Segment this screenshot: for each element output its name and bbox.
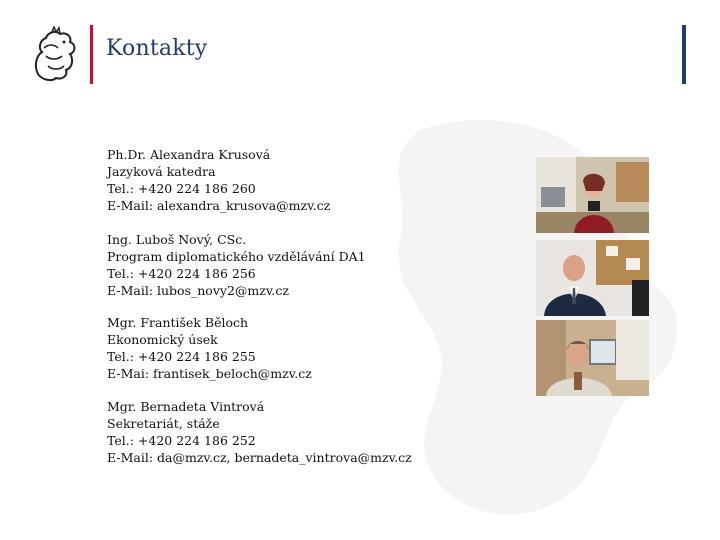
lion-emblem-icon: [28, 26, 80, 82]
contact-item: [107, 231, 366, 299]
contact-unit: Program diplomatického vzdělávání DA1: [107, 249, 366, 264]
contact-phone: Tel.: +420 224 186 260: [107, 181, 256, 196]
contact-phone: Tel.: +420 224 186 256: [107, 266, 256, 281]
contact-name: Mgr. František Běloch: [107, 315, 249, 330]
photo-novy: [536, 240, 649, 316]
photo-krusova: [536, 157, 649, 233]
contact-email[interactable]: E-Mail: lubos_novy2@mzv.cz: [107, 283, 289, 298]
contact-phone: Tel.: +420 224 186 252: [107, 433, 256, 448]
contact-name: Ph.Dr. Alexandra Krusová: [107, 147, 271, 162]
contact-item: [107, 314, 312, 382]
blue-divider: [682, 25, 686, 84]
photo-beloch: [536, 320, 649, 396]
contact-name: Mgr. Bernadeta Vintrová: [107, 399, 265, 414]
contact-email[interactable]: E-Mai: frantisek_beloch@mzv.cz: [107, 366, 312, 381]
contact-item: [107, 146, 330, 214]
contact-unit: Sekretariát, stáže: [107, 416, 220, 431]
contact-phone: Tel.: +420 224 186 255: [107, 349, 256, 364]
contact-email[interactable]: E-Mail: da@mzv.cz, bernadeta_vintrova@mzv.cz: [107, 450, 412, 465]
red-divider: [90, 25, 93, 84]
contact-name: Ing. Luboš Nový, CSc.: [107, 232, 247, 247]
contact-item: [107, 398, 412, 466]
contact-unit: Ekonomický úsek: [107, 332, 218, 347]
page-title: Kontakty: [106, 36, 208, 61]
contact-email[interactable]: E-Mail: alexandra_krusova@mzv.cz: [107, 198, 331, 213]
contact-unit: Jazyková katedra: [107, 164, 216, 179]
